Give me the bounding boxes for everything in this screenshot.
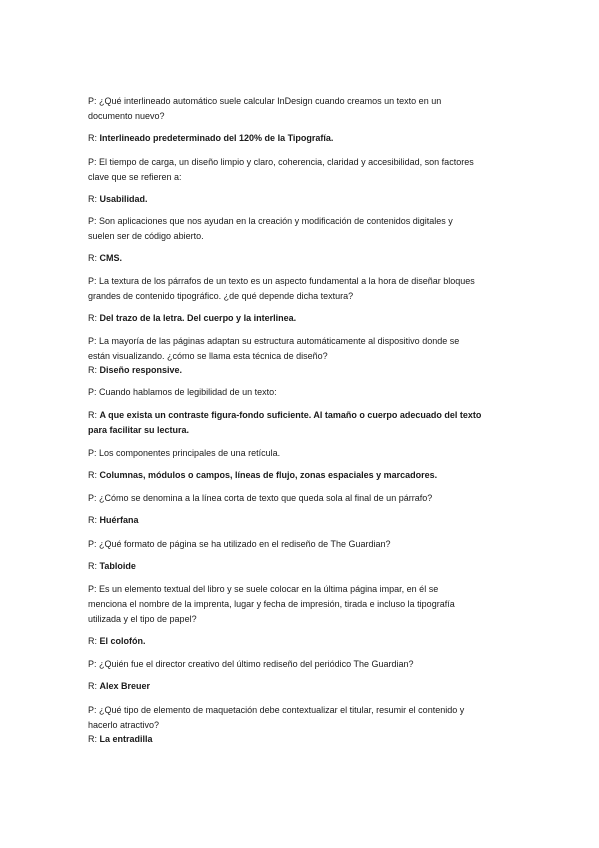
answer-line: [88, 634, 518, 649]
answer-text: La entradilla: [99, 734, 153, 744]
answer-line: [88, 732, 518, 747]
answer-line: [88, 513, 518, 528]
answer-text: Columnas, módulos o campos, líneas de flujo, zonas espaciales y marcadores.: [99, 470, 438, 480]
question-text: están visualizando. ¿cómo se llama esta técnica de diseño?: [88, 351, 328, 361]
question-text: P: La textura de los párrafos de un texto es un aspecto fundamental a la hora de diseñar bloques: [88, 276, 475, 286]
answer-line: [88, 468, 518, 483]
answer-line: [88, 363, 518, 378]
question-text: clave que se refieren a:: [88, 172, 182, 182]
question-text: P: ¿Qué formato de página se ha utilizado en el rediseño de The Guardian?: [88, 539, 391, 549]
answer-prefix: R:: [88, 636, 100, 646]
answer-text: Tabloide: [99, 561, 136, 571]
answer-text: Usabilidad.: [99, 194, 148, 204]
answer-text: Interlineado predeterminado del 120% de la Tipografía.: [99, 133, 334, 143]
question-text: P: La mayoría de las páginas adaptan su estructura automáticamente al dispositivo donde se: [88, 336, 460, 346]
question-text: documento nuevo?: [88, 111, 165, 121]
answer-line: [88, 311, 518, 326]
answer-text: para facilitar su lectura.: [88, 425, 190, 435]
answer-text: Huérfana: [99, 515, 139, 525]
question-text: P: Los componentes principales de una retícula.: [88, 448, 281, 458]
answer-text: El colofón.: [99, 636, 146, 646]
answer-prefix: R:: [88, 194, 100, 204]
answer-text: CMS.: [99, 253, 123, 263]
question-text: P: ¿Quién fue el director creativo del último rediseño del periódico The Guardian?: [88, 659, 414, 669]
question-text: P: Cuando hablamos de legibilidad de un texto:: [88, 387, 277, 397]
question-text: P: Es un elemento textual del libro y se suele colocar en la última página impar, en él se: [88, 584, 439, 594]
answer-line: [88, 679, 518, 694]
answer-text: A que exista un contraste figura-fondo suficiente. Al tamaño o cuerpo adecuado del texto: [99, 410, 482, 420]
answer-prefix: R:: [88, 365, 100, 375]
question-text: grandes de contenido tipográfico. ¿de qué depende dicha textura?: [88, 291, 354, 301]
answer-line: [88, 192, 518, 207]
answer-prefix: R:: [88, 410, 100, 420]
question-text: hacerlo atractivo?: [88, 720, 160, 730]
answer-text: Del trazo de la letra. Del cuerpo y la interlinea.: [99, 313, 297, 323]
answer-prefix: R:: [88, 734, 100, 744]
answer-prefix: R:: [88, 313, 100, 323]
answer-prefix: R:: [88, 133, 100, 143]
answer-text: Alex Breuer: [99, 681, 151, 691]
question-text: menciona el nombre de la imprenta, lugar y fecha de impresión, tirada e incluso la tipografía: [88, 599, 455, 609]
answer-prefix: R:: [88, 470, 100, 480]
answer-line: [88, 251, 518, 266]
answer-prefix: R:: [88, 681, 100, 691]
answer-line: [88, 423, 518, 438]
answer-text: Diseño responsive.: [99, 365, 183, 375]
question-text: P: ¿Cómo se denomina a la línea corta de texto que queda sola al final de un párrafo?: [88, 493, 433, 503]
question-text: P: ¿Qué interlineado automático suele calcular InDesign cuando creamos un texto en un: [88, 96, 442, 106]
answer-line: [88, 408, 518, 423]
answer-prefix: R:: [88, 253, 100, 263]
question-text: utilizada y el tipo de papel?: [88, 614, 197, 624]
question-text: P: El tiempo de carga, un diseño limpio y claro, coherencia, claridad y accesibilidad, son factores: [88, 157, 474, 167]
answer-line: [88, 559, 518, 574]
question-text: suelen ser de código abierto.: [88, 231, 204, 241]
answer-line: [88, 131, 518, 146]
question-text: P: Son aplicaciones que nos ayudan en la creación y modificación de contenidos digitales y: [88, 216, 453, 226]
answer-prefix: R:: [88, 515, 100, 525]
question-text: P: ¿Qué tipo de elemento de maquetación debe contextualizar el titular, resumir el contenido y: [88, 705, 465, 715]
answer-prefix: R:: [88, 561, 100, 571]
